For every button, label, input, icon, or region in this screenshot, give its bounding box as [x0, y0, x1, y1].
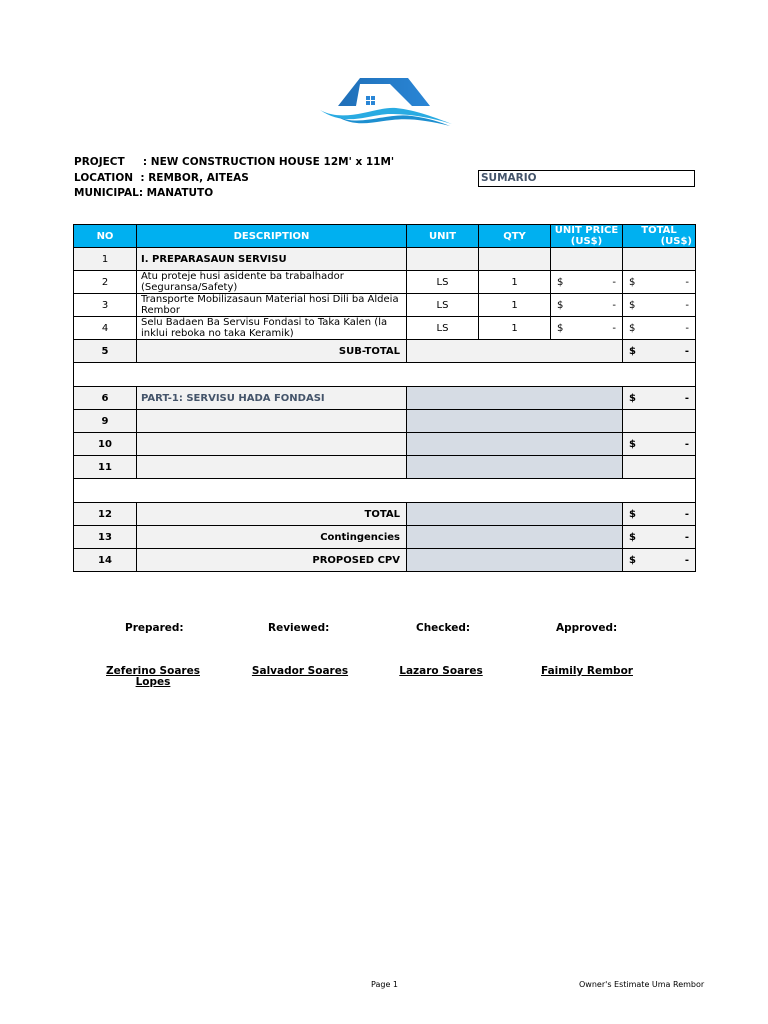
header-qty: QTY [479, 225, 551, 248]
prepared-name-line1: Zeferino Soares [106, 665, 200, 677]
table-header-row [74, 225, 696, 248]
row-unit-price [551, 317, 623, 340]
prepared-name [104, 666, 202, 688]
row-unit: LS [407, 317, 479, 340]
spacer-cell [74, 479, 696, 503]
row-description: Selu Badaen Ba Servisu Fondasi to Taka Kalen (la inklui reboka no taka Keramik) [137, 317, 407, 340]
row-no: 5 [74, 340, 137, 363]
header-unit-price: UNIT PRICE (US$) [551, 225, 623, 248]
subtotal-row [74, 340, 696, 363]
total-value-cell [407, 503, 623, 526]
currency-symbol: $ [629, 392, 636, 404]
row-description: Atu proteje husi asidente ba trabalhador (Seguransa/Safety) [137, 271, 407, 294]
amount: - [684, 508, 689, 520]
header-no: NO [74, 225, 137, 248]
amount: - [612, 276, 616, 288]
header-total [623, 225, 696, 248]
part-row [74, 410, 696, 433]
row-no: 2 [74, 271, 137, 294]
row-total [623, 317, 696, 340]
proposed-cpv-label: PROPOSED CPV [137, 549, 407, 572]
amount: - [684, 531, 689, 543]
row-no: 14 [74, 549, 137, 572]
row-qty [479, 248, 551, 271]
proposed-cpv-value-cell [407, 549, 623, 572]
project-label: PROJECT : NEW CONSTRUCTION HOUSE 12M' x 11M' [74, 156, 395, 168]
part-label [137, 456, 407, 479]
row-no: 6 [74, 387, 137, 410]
currency-symbol: $ [629, 531, 636, 543]
table-row [74, 317, 696, 340]
sumario-box: SUMARIO [478, 170, 695, 187]
amount: - [612, 299, 616, 311]
proposed-cpv-row [74, 549, 696, 572]
amount: - [684, 345, 689, 357]
row-qty: 1 [479, 294, 551, 317]
section-title: I. PREPARASAUN SERVISU [137, 248, 407, 271]
contingencies-amount [623, 526, 696, 549]
currency-symbol: $ [629, 345, 636, 357]
part-amount [623, 456, 696, 479]
subtotal-label: SUB-TOTAL [137, 340, 407, 363]
row-total [623, 271, 696, 294]
part-value-cell [407, 433, 623, 456]
contingencies-label: Contingencies [137, 526, 407, 549]
house-logo [316, 72, 456, 128]
currency-symbol: $ [629, 554, 636, 566]
amount: - [685, 276, 689, 288]
row-no: 3 [74, 294, 137, 317]
approved-name: Faimily Rembor [541, 665, 633, 677]
footer-doc-title: Owner's Estimate Uma Rembor [579, 980, 705, 989]
contingencies-row [74, 526, 696, 549]
row-no: 13 [74, 526, 137, 549]
part-amount [623, 387, 696, 410]
row-no: 10 [74, 433, 137, 456]
currency-symbol: $ [629, 438, 636, 450]
subtotal-amount [623, 340, 696, 363]
row-unit [407, 248, 479, 271]
amount: - [612, 322, 616, 334]
row-unit: LS [407, 294, 479, 317]
row-no: 12 [74, 503, 137, 526]
part-label: PART-1: SERVISU HADA FONDASI [137, 387, 407, 410]
checked-label: Checked: [416, 622, 471, 634]
total-row [74, 503, 696, 526]
row-total [623, 294, 696, 317]
spacer-row [74, 479, 696, 503]
header-unit: UNIT [407, 225, 479, 248]
row-unit-price [551, 271, 623, 294]
amount: - [685, 299, 689, 311]
part-label [137, 410, 407, 433]
spacer-row [74, 363, 696, 387]
proposed-cpv-amount [623, 549, 696, 572]
reviewed-name: Salvador Soares [251, 665, 349, 677]
row-unit-price [551, 294, 623, 317]
amount: - [685, 322, 689, 334]
total-label: TOTAL [137, 503, 407, 526]
currency-symbol: $ [557, 276, 564, 288]
part-label [137, 433, 407, 456]
currency-symbol: $ [629, 299, 636, 311]
table-row [74, 248, 696, 271]
table-row [74, 271, 696, 294]
part-value-cell [407, 456, 623, 479]
part-amount [623, 433, 696, 456]
amount: - [684, 392, 689, 404]
part-value-cell [407, 387, 623, 410]
currency-symbol: $ [629, 276, 636, 288]
header-total-line2: (US$) [660, 236, 692, 247]
amount: - [684, 554, 689, 566]
approved-label: Approved: [556, 622, 618, 634]
row-unit: LS [407, 271, 479, 294]
part-row [74, 456, 696, 479]
row-no: 11 [74, 456, 137, 479]
subtotal-empty [407, 340, 623, 363]
row-qty: 1 [479, 317, 551, 340]
part-row [74, 433, 696, 456]
location-label: LOCATION : REMBOR, AITEAS [74, 172, 249, 184]
header-total-line1: TOTAL [641, 225, 677, 236]
row-no: 9 [74, 410, 137, 433]
row-qty: 1 [479, 271, 551, 294]
amount: - [684, 438, 689, 450]
row-no: 4 [74, 317, 137, 340]
part-value-cell [407, 410, 623, 433]
boq-table [73, 224, 696, 572]
reviewed-label: Reviewed: [268, 622, 330, 634]
row-no: 1 [74, 248, 137, 271]
prepared-name-line2: Lopes [135, 676, 171, 688]
part-amount [623, 410, 696, 433]
row-total [623, 248, 696, 271]
municipal-label: MUNICIPAL: MANATUTO [74, 187, 214, 199]
total-amount [623, 503, 696, 526]
row-description: Transporte Mobilizasaun Material hosi Dili ba Aldeia Rembor [137, 294, 407, 317]
currency-symbol: $ [629, 508, 636, 520]
row-unit-price [551, 248, 623, 271]
spacer-cell [74, 363, 696, 387]
contingencies-value-cell [407, 526, 623, 549]
currency-symbol: $ [629, 322, 636, 334]
table-row [74, 294, 696, 317]
currency-symbol: $ [557, 299, 564, 311]
page-number: Page 1 [371, 980, 398, 989]
currency-symbol: $ [557, 322, 564, 334]
prepared-label: Prepared: [125, 622, 184, 634]
checked-name: Lazaro Soares [399, 665, 483, 677]
part-row [74, 387, 696, 410]
header-description: DESCRIPTION [137, 225, 407, 248]
